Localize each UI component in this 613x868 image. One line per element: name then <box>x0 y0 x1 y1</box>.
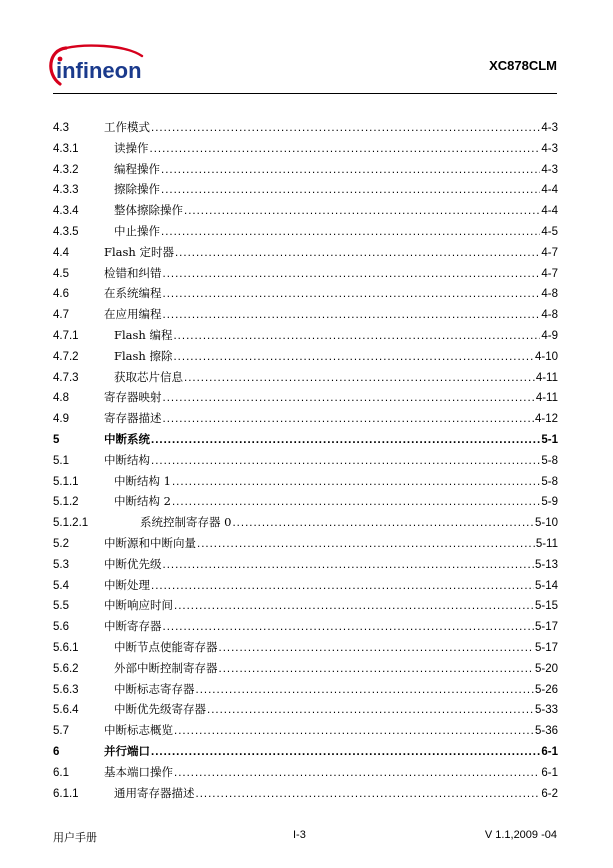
toc-entry-title: 中断源和中断向量 <box>104 535 196 550</box>
toc-entry-title: 工作模式 <box>104 120 150 134</box>
toc-entry-page: 5-14 <box>534 579 558 592</box>
table-of-contents <box>53 119 558 805</box>
toc-entry[interactable] <box>53 743 558 764</box>
toc-entry-page: 4-11 <box>535 392 558 405</box>
toc-dot-leader <box>151 580 534 592</box>
toc-dot-leader <box>151 455 540 467</box>
toc-entry[interactable] <box>53 410 558 431</box>
toc-entry-number: 5.2 <box>53 537 69 550</box>
toc-entry-number: 4.8 <box>53 392 69 405</box>
toc-entry-number: 4.9 <box>53 413 69 426</box>
toc-dot-leader <box>163 559 534 571</box>
toc-entry-title: 编程操作 <box>114 161 160 176</box>
toc-entry-number: 5.6 <box>53 621 69 634</box>
toc-entry-number: 4.7.2 <box>53 350 79 363</box>
toc-entry-number: 6 <box>53 745 60 758</box>
toc-entry[interactable] <box>53 764 558 785</box>
toc-entry[interactable] <box>53 369 558 390</box>
toc-dot-leader <box>163 268 541 280</box>
toc-entry[interactable] <box>53 618 558 639</box>
toc-dot-leader <box>196 788 541 800</box>
header-rule <box>53 93 557 94</box>
toc-entry-title: 在应用编程 <box>104 307 162 322</box>
toc-dot-leader <box>232 517 533 529</box>
toc-entry-page: 6-2 <box>541 787 558 800</box>
toc-entry-page: 4-5 <box>541 225 558 238</box>
toc-entry-title: 获取芯片信息 <box>114 369 183 384</box>
toc-entry-number: 6.1 <box>53 766 69 779</box>
toc-entry-number: 5.6.4 <box>53 704 79 717</box>
toc-entry-title: Flash 定时器 <box>104 244 174 259</box>
toc-dot-leader <box>196 684 534 696</box>
toc-entry-page: 5-13 <box>534 558 558 571</box>
toc-dot-leader <box>151 122 540 134</box>
toc-entry-number: 5.6.1 <box>53 641 79 654</box>
toc-entry-title: 中断标志寄存器 <box>114 681 195 696</box>
toc-entry-title: 中断结构 1 <box>114 473 171 488</box>
toc-entry-page: 4-10 <box>534 350 558 363</box>
footer-page-number: I-3 <box>293 829 306 841</box>
toc-dot-leader <box>174 767 540 779</box>
toc-dot-leader <box>150 143 541 155</box>
toc-dot-leader <box>184 372 535 384</box>
toc-entry-title: 并行端口 <box>104 743 150 758</box>
toc-dot-leader <box>197 538 535 550</box>
toc-entry-title: Flash 擦除 <box>114 348 173 363</box>
toc-entry[interactable] <box>53 660 558 681</box>
toc-entry-number: 5.1.2 <box>53 496 79 509</box>
toc-entry-number: 4.7 <box>53 309 69 322</box>
toc-dot-leader <box>173 330 540 342</box>
toc-dot-leader <box>163 621 534 633</box>
toc-entry-title: 读操作 <box>114 140 149 155</box>
toc-entry-title: 系统控制寄存器 0 <box>140 515 232 530</box>
toc-dot-leader <box>175 247 540 259</box>
toc-entry[interactable] <box>53 639 558 660</box>
toc-entry-title: 中止操作 <box>114 223 160 238</box>
toc-entry-title: 寄存器映射 <box>104 390 162 405</box>
toc-entry-title: 擦除操作 <box>114 182 160 197</box>
toc-entry[interactable] <box>53 223 558 244</box>
toc-entry-title: 整体擦除操作 <box>114 203 183 218</box>
toc-entry[interactable] <box>53 119 558 140</box>
toc-entry-number: 5.1 <box>53 454 69 467</box>
toc-dot-leader <box>219 642 534 654</box>
toc-dot-leader <box>163 392 535 404</box>
toc-entry-number: 4.6 <box>53 288 69 301</box>
toc-entry-page: 6-1 <box>541 745 558 758</box>
toc-entry-number: 5.4 <box>53 579 69 592</box>
toc-entry-page: 4-9 <box>541 329 558 342</box>
toc-entry-title: 中断优先级寄存器 <box>114 702 206 717</box>
toc-dot-leader <box>161 184 540 196</box>
toc-entry[interactable] <box>53 389 558 410</box>
toc-entry-page: 4-4 <box>541 184 558 197</box>
toc-entry-number: 5.5 <box>53 600 69 613</box>
toc-entry-page: 6-1 <box>541 766 558 779</box>
toc-dot-leader <box>184 205 540 217</box>
toc-dot-leader <box>174 725 534 737</box>
toc-dot-leader <box>173 351 533 363</box>
toc-entry-page: 4-3 <box>541 163 558 176</box>
toc-entry-title: 检错和纠错 <box>104 265 162 280</box>
toc-entry-page: 4-7 <box>541 267 558 280</box>
toc-entry-number: 4.3.5 <box>53 225 79 238</box>
toc-entry[interactable] <box>53 681 558 702</box>
toc-entry-number: 5.6.2 <box>53 662 79 675</box>
toc-entry-number: 5.1.1 <box>53 475 79 488</box>
toc-entry-number: 5.3 <box>53 558 69 571</box>
toc-entry-number: 5 <box>53 433 60 446</box>
toc-entry-title: 中断处理 <box>104 577 150 592</box>
toc-entry-title: 寄存器描述 <box>104 411 162 426</box>
toc-entry-number: 5.6.3 <box>53 683 79 696</box>
document-id: XC878CLM <box>489 58 557 73</box>
toc-entry[interactable] <box>53 785 558 806</box>
toc-entry-page: 4-8 <box>541 288 558 301</box>
toc-entry[interactable] <box>53 202 558 223</box>
toc-entry-page: 5-20 <box>534 662 558 675</box>
toc-entry[interactable] <box>53 265 558 286</box>
logo-text: infineon <box>56 58 142 83</box>
toc-dot-leader <box>161 164 540 176</box>
toc-entry-number: 4.7.1 <box>53 329 79 342</box>
toc-entry-title: 基本端口操作 <box>104 764 173 779</box>
toc-dot-leader <box>163 413 534 425</box>
toc-entry[interactable] <box>53 431 558 452</box>
infineon-logo <box>44 40 154 94</box>
toc-dot-leader <box>161 226 540 238</box>
toc-entry-title: 外部中断控制寄存器 <box>114 660 218 675</box>
toc-entry-page: 5-9 <box>541 496 558 509</box>
toc-entry-title: 中断标志概览 <box>104 723 173 738</box>
toc-entry-number: 4.3.1 <box>53 142 79 155</box>
toc-entry-page: 4-3 <box>541 122 558 134</box>
toc-entry-page: 5-33 <box>534 704 558 717</box>
toc-entry-title: Flash 编程 <box>114 327 173 342</box>
toc-entry-title: 中断响应时间 <box>104 598 173 613</box>
toc-entry-page: 4-4 <box>541 205 558 218</box>
toc-entry-number: 4.4 <box>53 246 69 259</box>
toc-entry[interactable] <box>53 452 558 473</box>
toc-entry-number: 5.1.2.1 <box>53 517 89 530</box>
toc-entry[interactable] <box>53 348 558 369</box>
toc-entry-number: 4.5 <box>53 267 69 280</box>
toc-dot-leader <box>174 600 534 612</box>
infineon-logo-graphic <box>44 40 154 94</box>
toc-entry[interactable] <box>53 493 558 514</box>
toc-entry-page: 5-17 <box>534 621 558 634</box>
toc-dot-leader <box>151 746 540 758</box>
toc-dot-leader <box>163 309 541 321</box>
toc-entry[interactable] <box>53 514 558 535</box>
toc-entry[interactable] <box>53 140 558 161</box>
toc-entry-number: 4.3.3 <box>53 184 79 197</box>
toc-entry[interactable] <box>53 473 558 494</box>
toc-entry-page: 5-1 <box>541 433 558 446</box>
toc-entry[interactable] <box>53 181 558 202</box>
toc-entry[interactable] <box>53 722 558 743</box>
toc-entry[interactable] <box>53 285 558 306</box>
toc-entry-page: 4-3 <box>541 142 558 155</box>
toc-entry-page: 5-15 <box>534 600 558 613</box>
footer-manual-label: 用户手册 <box>53 831 97 844</box>
toc-dot-leader <box>172 496 540 508</box>
toc-entry-title: 中断结构 2 <box>114 494 171 509</box>
toc-entry-number: 4.3.4 <box>53 205 79 218</box>
toc-entry[interactable] <box>53 556 558 577</box>
toc-entry[interactable] <box>53 161 558 182</box>
toc-entry-page: 5-36 <box>534 725 558 738</box>
toc-entry-page: 4-7 <box>541 246 558 259</box>
toc-entry-page: 5-26 <box>534 683 558 696</box>
toc-entry[interactable] <box>53 535 558 556</box>
toc-entry-page: 4-11 <box>535 371 558 384</box>
toc-entry-page: 4-8 <box>541 309 558 322</box>
toc-entry-title: 通用寄存器描述 <box>114 785 195 800</box>
toc-entry-title: 中断优先级 <box>104 556 162 571</box>
toc-entry[interactable] <box>53 597 558 618</box>
toc-entry-number: 6.1.1 <box>53 787 79 800</box>
toc-entry-title: 中断系统 <box>104 431 150 446</box>
toc-entry-page: 4-12 <box>534 413 558 426</box>
toc-entry-number: 5.7 <box>53 725 69 738</box>
toc-entry-page: 5-8 <box>541 475 558 488</box>
toc-entry-page: 5-17 <box>534 641 558 654</box>
toc-entry[interactable] <box>53 327 558 348</box>
toc-dot-leader <box>172 476 540 488</box>
toc-dot-leader <box>163 288 541 300</box>
toc-dot-leader <box>219 663 534 675</box>
toc-entry-number: 4.3 <box>53 122 69 134</box>
toc-entry-title: 中断结构 <box>104 452 150 467</box>
toc-entry[interactable] <box>53 701 558 722</box>
toc-entry-page: 5-8 <box>541 454 558 467</box>
toc-entry-page: 5-11 <box>535 537 558 550</box>
toc-entry-number: 4.3.2 <box>53 163 79 176</box>
toc-entry-title: 在系统编程 <box>104 286 162 301</box>
toc-dot-leader <box>207 704 534 716</box>
toc-entry-number: 4.7.3 <box>53 371 79 384</box>
toc-entry[interactable] <box>53 577 558 598</box>
toc-entry[interactable] <box>53 244 558 265</box>
toc-dot-leader <box>151 434 540 446</box>
toc-entry-title: 中断节点使能寄存器 <box>114 639 218 654</box>
toc-entry-page: 5-10 <box>534 517 558 530</box>
footer-version: V 1.1,2009 -04 <box>484 829 557 841</box>
toc-entry-title: 中断寄存器 <box>104 619 162 634</box>
toc-entry[interactable] <box>53 306 558 327</box>
